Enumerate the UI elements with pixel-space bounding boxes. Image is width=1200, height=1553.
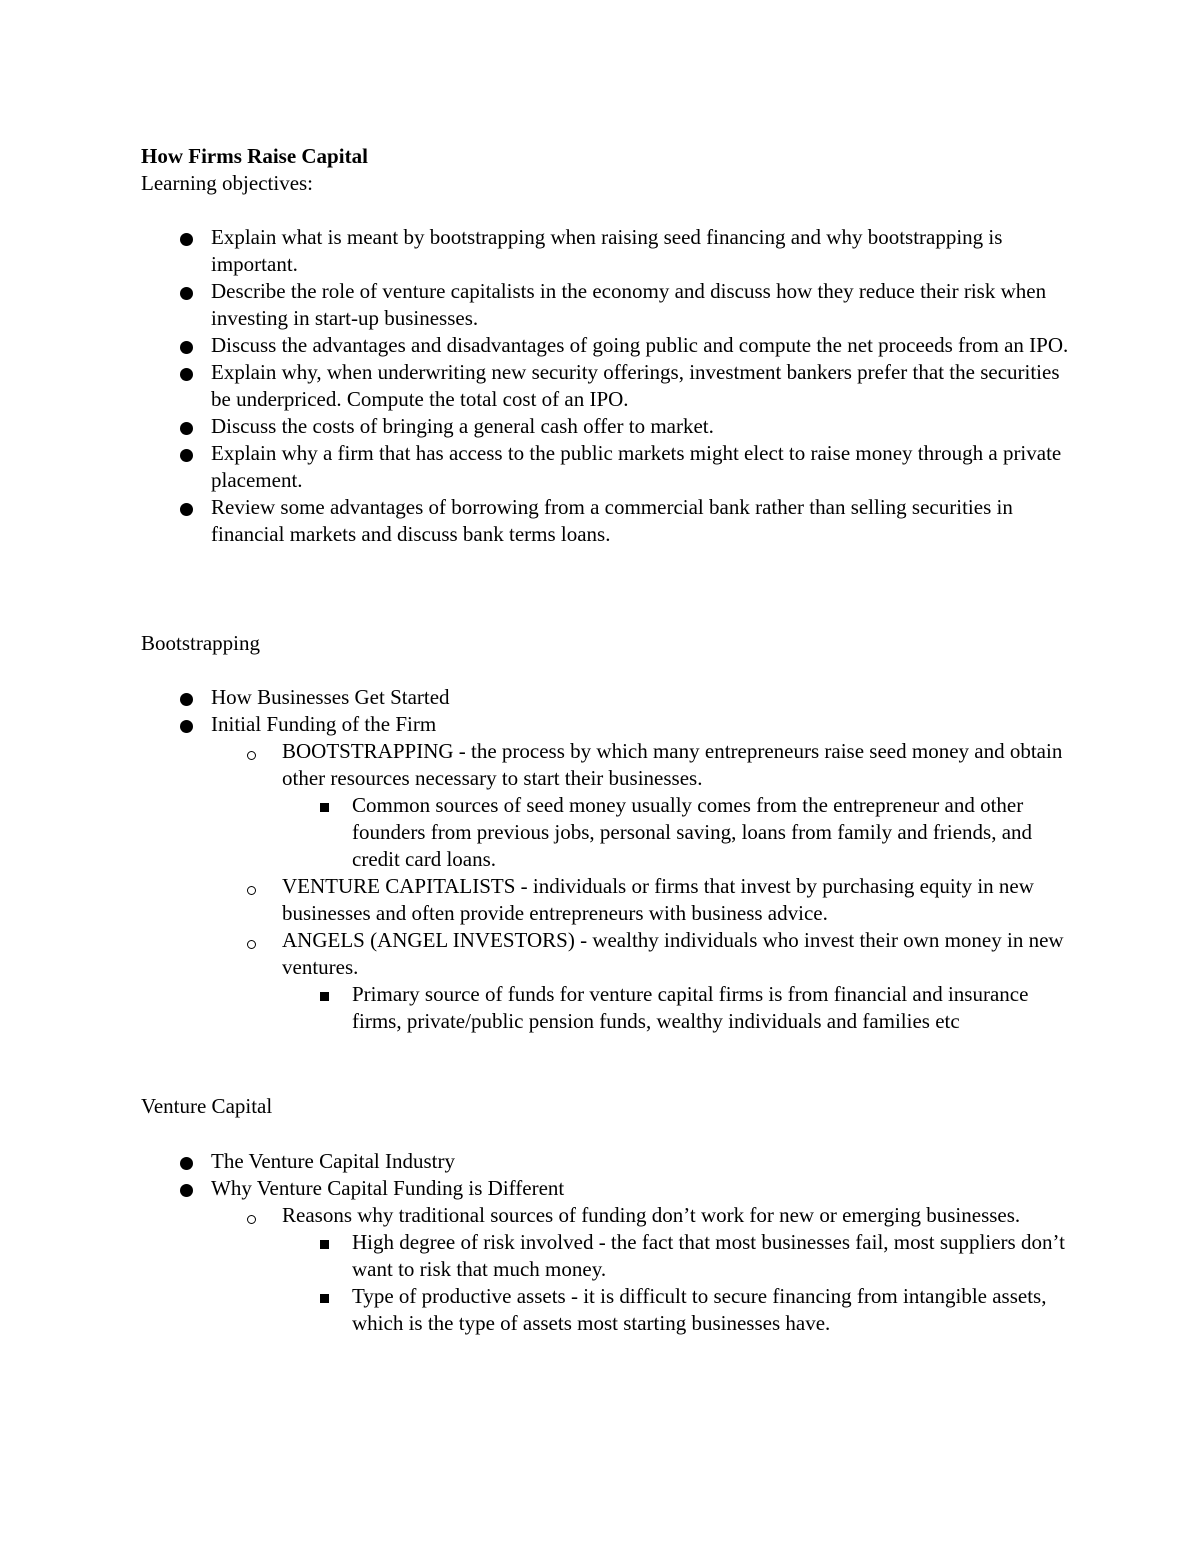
bootstrapping-list (141, 684, 1071, 1035)
bullet-icon (180, 1184, 193, 1197)
square-bullet-icon (320, 1240, 329, 1249)
square-bullet-icon (320, 803, 329, 812)
list-item: Initial Funding of the Firm BOOTSTRAPPING - the process by which many entrepreneurs raise seed money and obtain other resources necessary to start their businesses. Common sources of seed money usually comes from the entrepreneur and other founders from previous jobs, personal saving, loans from family and friends, and credit card loans. VENTURE CAPITALISTS - individuals or firms that invest by purchasing equity in new businesses and often provide entrepreneurs with business advice. ANGELS (ANGEL INVESTORS) - wealthy individuals who invest their own money in new ventures. Primary source of funds for venture capital firms is from financial and insurance firms, private/public pension funds, wealthy individuals and families etc (141, 711, 1071, 1035)
list-item: BOOTSTRAPPING - the process by which many entrepreneurs raise seed money and obtain other resources necessary to start their businesses. Common sources of seed money usually comes from the entrepreneur and other founders from previous jobs, personal saving, loans from family and friends, and credit card loans. (141, 738, 1071, 873)
document-title: How Firms Raise Capital (141, 144, 368, 168)
list-item: VENTURE CAPITALISTS - individuals or firms that invest by purchasing equity in new businesses and often provide entrepreneurs with business advice. (141, 873, 1071, 927)
list-item: How Businesses Get Started (141, 684, 1071, 711)
square-bullet-icon (320, 992, 329, 1001)
hollow-bullet-icon (247, 1215, 256, 1224)
bullet-icon (180, 341, 193, 354)
section-heading-bootstrapping: Bootstrapping (141, 631, 260, 655)
bullet-icon (180, 693, 193, 706)
bullet-icon (180, 233, 193, 246)
objectives-list (141, 224, 1071, 548)
list-item: Describe the role of venture capitalists in the economy and discuss how they reduce their risk when investing in start-up businesses. (141, 278, 1071, 332)
section-heading-venture-capital: Venture Capital (141, 1094, 273, 1118)
hollow-bullet-icon (247, 940, 256, 949)
list-item: Common sources of seed money usually comes from the entrepreneur and other founders from previous jobs, personal saving, loans from family and friends, and credit card loans. (141, 792, 1071, 873)
bullet-icon (180, 287, 193, 300)
hollow-bullet-icon (247, 751, 256, 760)
bullet-icon (180, 422, 193, 435)
list-item: Explain why a firm that has access to the public markets might elect to raise money through a private placement. (141, 440, 1071, 494)
bullet-icon (180, 1157, 193, 1170)
list-item: High degree of risk involved - the fact that most businesses fail, most suppliers don’t want to risk that much money. (141, 1229, 1071, 1283)
detail-list (141, 792, 1071, 873)
detail-list (141, 1229, 1071, 1337)
bullet-icon (180, 368, 193, 381)
list-item: Discuss the advantages and disadvantages of going public and compute the net proceeds from an IPO. (141, 332, 1071, 359)
sub-list (141, 1202, 1071, 1337)
list-item: Primary source of funds for venture capital firms is from financial and insurance firms, private/public pension funds, wealthy individuals and families etc (141, 981, 1071, 1035)
list-item: Discuss the costs of bringing a general cash offer to market. (141, 413, 1071, 440)
hollow-bullet-icon (247, 886, 256, 895)
list-item: Explain why, when underwriting new security offerings, investment bankers prefer that the securities be underpriced. Compute the total cost of an IPO. (141, 359, 1071, 413)
detail-list (141, 981, 1071, 1035)
learning-objectives-label: Learning objectives: (141, 171, 314, 195)
venture-capital-list (141, 1148, 1071, 1337)
bullet-icon (180, 720, 193, 733)
square-bullet-icon (320, 1294, 329, 1303)
bullet-icon (180, 449, 193, 462)
bullet-icon (180, 503, 193, 516)
list-item: Review some advantages of borrowing from a commercial bank rather than selling securities in financial markets and discuss bank terms loans. (141, 494, 1071, 548)
sub-list (141, 738, 1071, 1035)
list-item: The Venture Capital Industry (141, 1148, 1071, 1175)
list-item: Reasons why traditional sources of funding don’t work for new or emerging businesses. High degree of risk involved - the fact that most businesses fail, most suppliers don’t want to risk that much money. Type of productive assets - it is difficult to secure financing from intangible assets, which is the type of assets most starting businesses have. (141, 1202, 1071, 1337)
list-item: Explain what is meant by bootstrapping when raising seed financing and why bootstrapping is important. (141, 224, 1071, 278)
list-item: ANGELS (ANGEL INVESTORS) - wealthy individuals who invest their own money in new ventures. Primary source of funds for venture capital firms is from financial and insurance firms, private/public pension funds, wealthy individuals and families etc (141, 927, 1071, 1035)
list-item: Type of productive assets - it is difficult to secure financing from intangible assets, which is the type of assets most starting businesses have. (141, 1283, 1071, 1337)
list-item: Why Venture Capital Funding is Different Reasons why traditional sources of funding don’t work for new or emerging businesses. High degree of risk involved - the fact that most businesses fail, most suppliers don’t want to risk that much money. Type of productive assets - it is difficult to secure financing from intangible assets, which is the type of assets most starting businesses have. (141, 1175, 1071, 1337)
